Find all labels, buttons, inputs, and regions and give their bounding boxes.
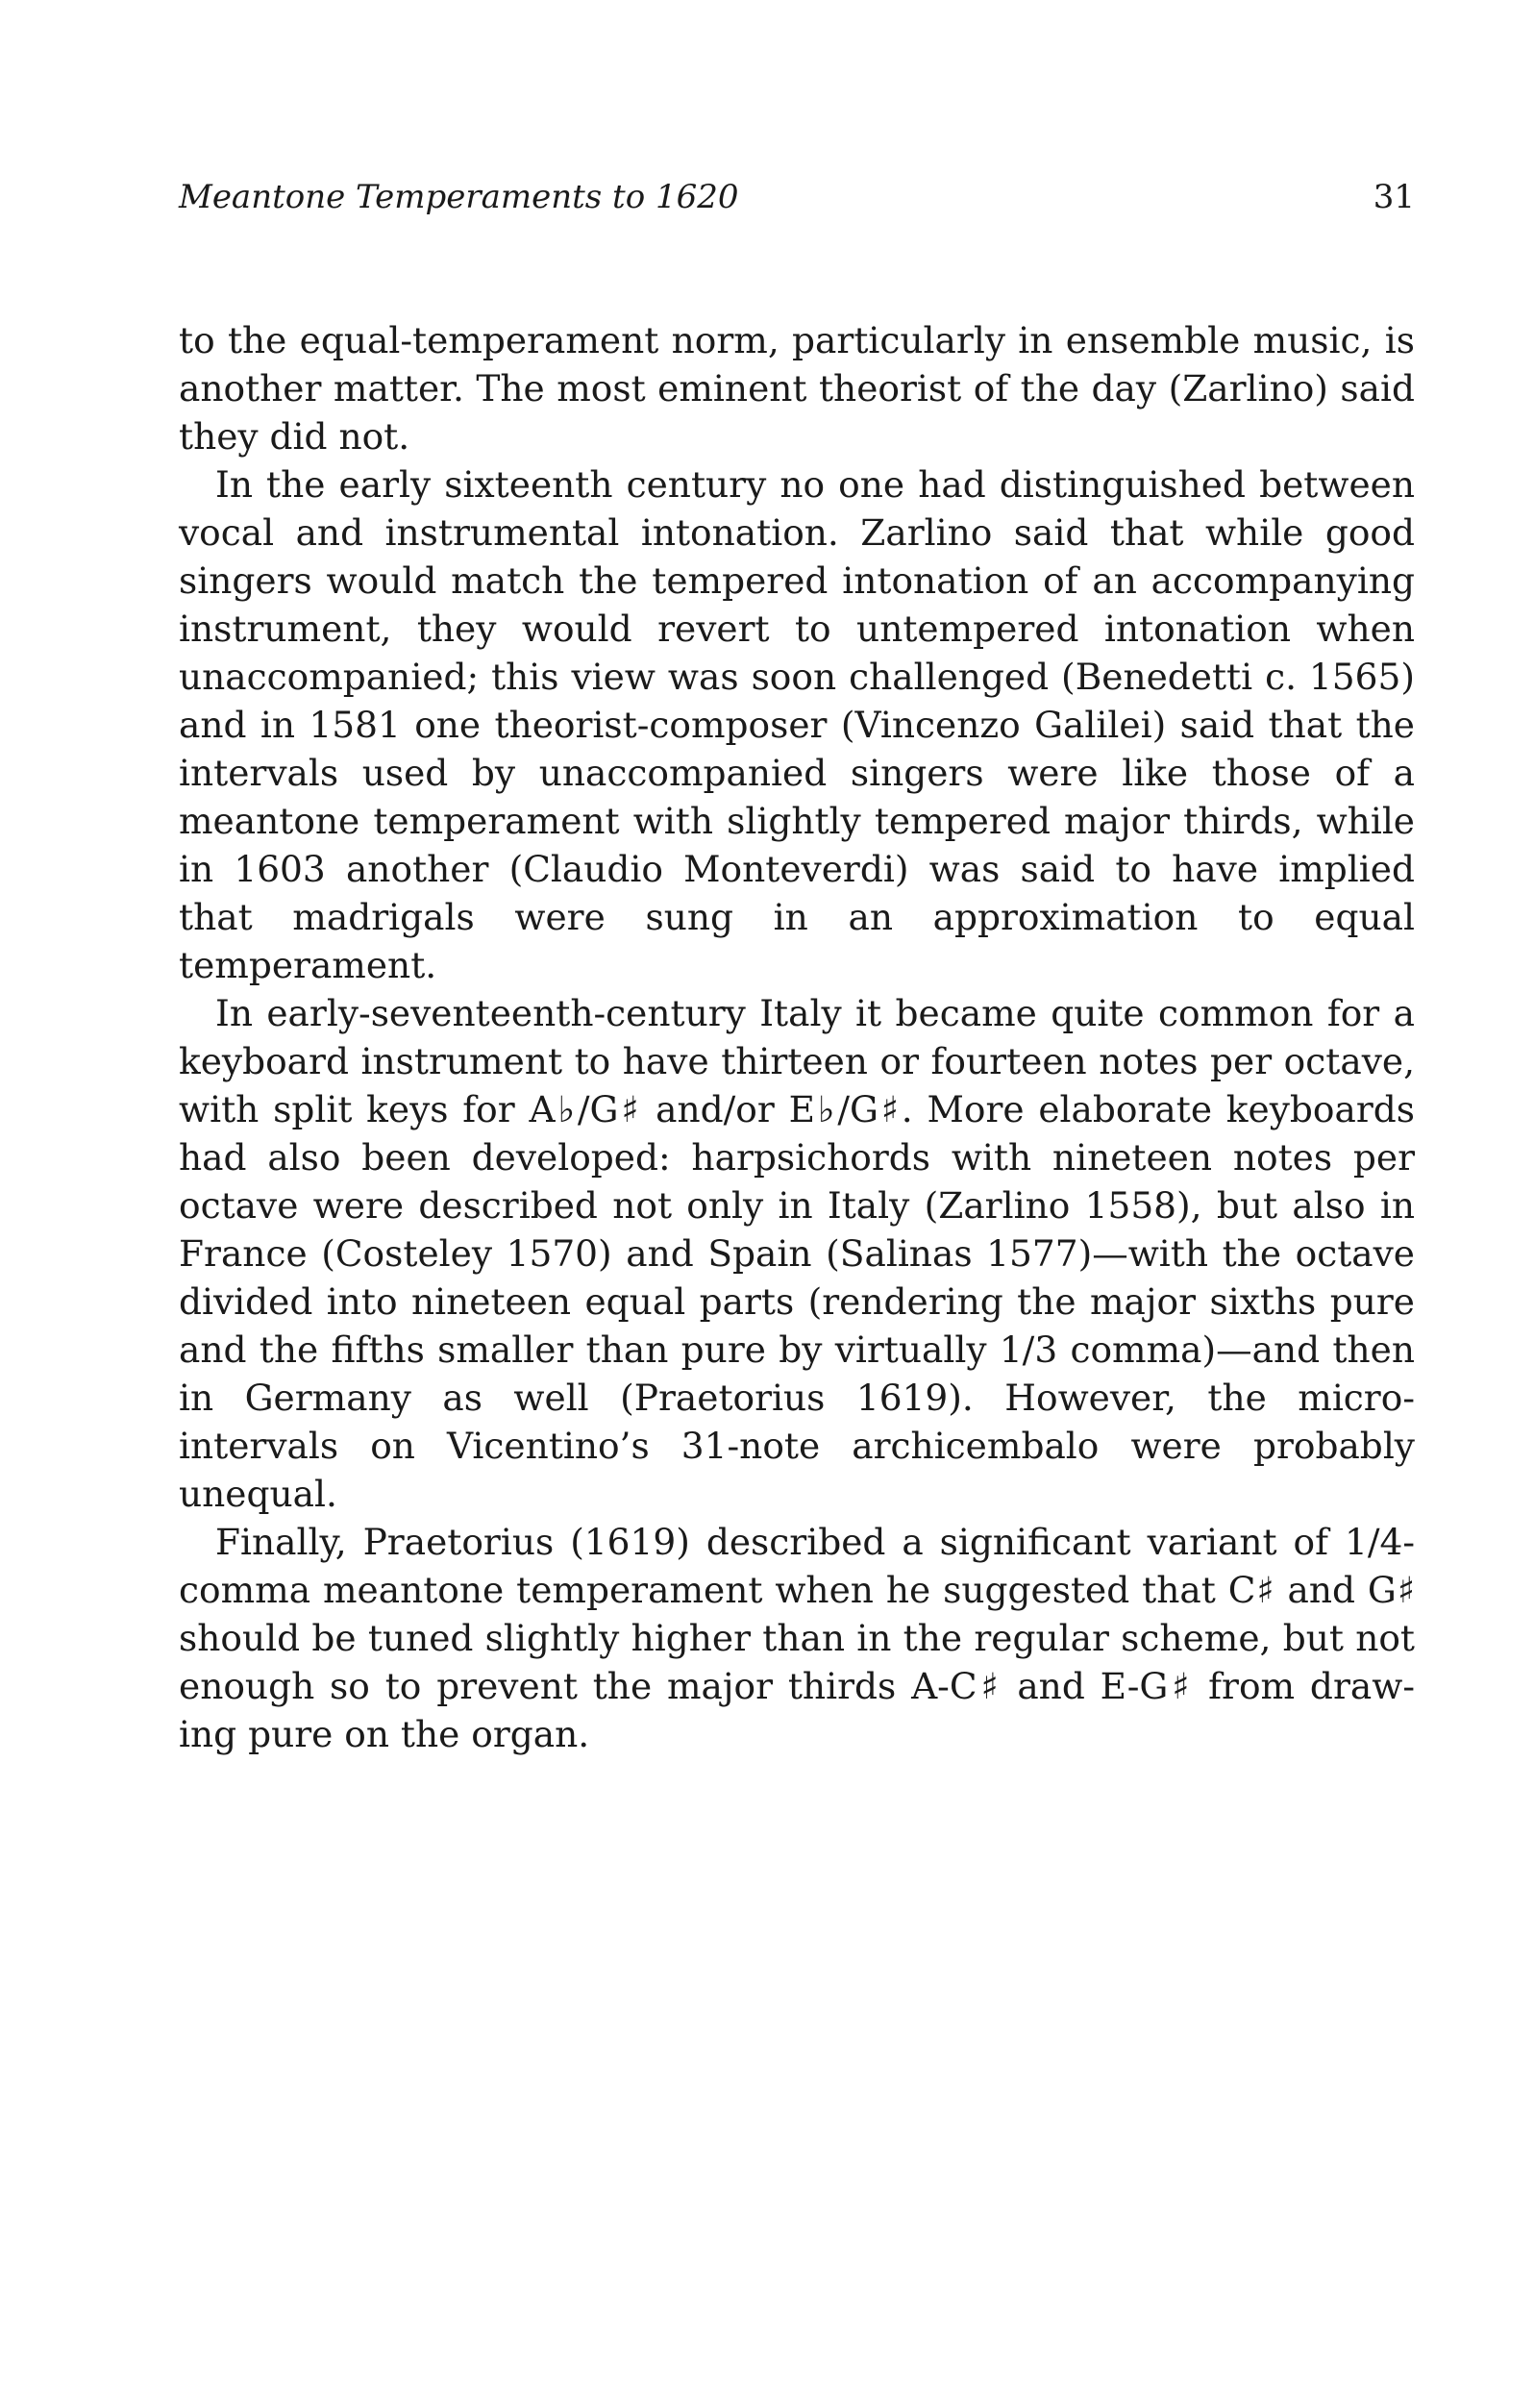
paragraph-praetorius: Finally, Praetorius (1619) described a significant variant of 1/4-comma meantone temperament when he suggested that C♯ and G♯ should be tuned slightly higher than in the regular scheme, but not enough so to prevent the major thirds A-C♯ and E-G♯ from draw-ing pure on the organ. (179, 1521, 1415, 1755)
running-head (179, 173, 1415, 221)
paragraph-keyboards: In early-seventeenth-century Italy it became quite common for a keyboard instrument to have thirteen or fourteen notes per octave, with split keys for A♭/G♯ and/or E♭/G♯. More elaborate keyboards had also been developed: harpsichords with nineteen notes per octave were described not only in Italy (Zarlino 1558), but also in France (Costeley 1570) and Spain (Salinas 1577)—with the octave divided into nineteen equal parts (rendering the major sixths pure and the fifths smaller than pure by virtually 1/3 comma)—and then in Germany as well (Praetorius 1619). However, the micro-intervals on Vicentino’s 31-note archicembalo were probably unequal. (179, 992, 1415, 1515)
page-number: 31 (1373, 178, 1415, 216)
paragraph-continuation: to the equal-temperament norm, particularly in ensemble music, is another matter. The most eminent theorist of the day (Zarlino) said they did not. (179, 319, 1415, 458)
body-text (179, 316, 1415, 1758)
running-title: Meantone Temperaments to 1620 (179, 178, 739, 216)
paragraph-intonation: In the early sixteenth century no one had distinguished between vocal and instrumental intonation. Zarlino said that while good singers would match the tempered intonation of an accompanying instrument, they would revert to untempered intonation when unaccompanied; this view was soon challenged (Benedetti c. 1565) and in 1581 one theorist-composer (Vincenzo Galilei) said that the intervals used by unaccompanied singers were like those of a meantone temperament with slightly tempered major thirds, while in 1603 another (Claudio Monteverdi) was said to have implied that madrigals were sung in an approximation to equal temperament. (179, 463, 1415, 986)
